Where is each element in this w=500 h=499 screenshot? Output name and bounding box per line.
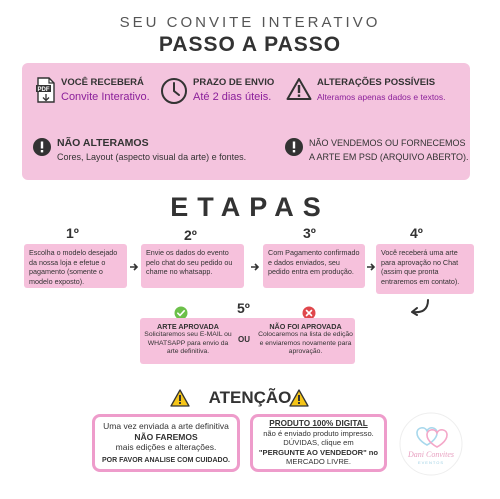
not-change-label: NÃO ALTERAMOS xyxy=(57,137,149,149)
brand-logo xyxy=(395,411,467,477)
curved-arrow-icon xyxy=(408,298,432,319)
attention-left-line1: Uma vez enviada a arte definitiva xyxy=(103,421,229,431)
attention-left-box xyxy=(92,414,240,472)
arrow-right-icon xyxy=(129,260,139,275)
not-sell-label: NÃO VENDEMOS OU FORNECEMOS xyxy=(309,138,466,148)
arrow-right-icon xyxy=(366,260,376,275)
attention-right-line2: não é enviado produto impresso. xyxy=(263,428,374,438)
info-not-change xyxy=(32,137,246,163)
etapas-heading: ETAPAS xyxy=(170,192,330,222)
approved-column xyxy=(142,323,234,357)
header-subtitle: SEU CONVITE INTERATIVO xyxy=(119,14,381,31)
approved-text: Solicitaremos seu E-MAIL ou WHATSAPP para envio da arte definitiva. xyxy=(144,331,232,356)
step-1-number: 1º xyxy=(66,225,79,241)
attention-left-line2: NÃO FAREMOS xyxy=(134,431,198,442)
attention-right-line1: PRODUTO 100% DIGITAL xyxy=(269,419,368,428)
deadline-label: PRAZO DE ENVIO xyxy=(193,77,275,88)
step-2-number: 2º xyxy=(184,227,197,243)
changes-value: Alteramos apenas dados e textos. xyxy=(317,92,446,102)
step-3-box: Com Pagamento confirmado e dados enviados, seu pedido entra em produção. xyxy=(263,244,365,288)
attention-left-line3: mais edições e alterações. xyxy=(115,442,217,452)
svg-text:Dani Convites: Dani Convites xyxy=(408,450,454,459)
attention-left-line4: POR FAVOR ANALISE COM CUIDADO. xyxy=(102,456,230,464)
info-deadline xyxy=(160,77,274,110)
page-title: PASSO A PASSO xyxy=(158,33,342,56)
info-receive xyxy=(36,77,150,108)
step-2-box: Envie os dados do evento pelo chat do seu pedido ou chame no whatsapp. xyxy=(141,244,244,288)
info-not-sell xyxy=(284,137,469,163)
svg-text:PDF: PDF xyxy=(37,87,50,93)
step-4-box: Você receberá uma arte para aprovação no Chat (assim que pronta entraremos em contato). xyxy=(376,244,474,294)
not-change-value: Cores, Layout (aspecto visual da arte) e fontes. xyxy=(57,152,247,162)
approved-title: ARTE APROVADA xyxy=(157,322,219,331)
attention-right-line3: DÚVIDAS, clique em xyxy=(283,438,354,448)
step-5-box xyxy=(140,318,355,364)
step-5-number: 5º xyxy=(237,300,250,316)
warning-triangle-icon xyxy=(289,389,309,412)
step-1-box: Escolha o modelo desejado da nossa loja e efetue o pagamento (somente o modelo exposto). xyxy=(24,244,127,288)
receive-label: VOCÊ RECEBERÁ xyxy=(61,77,144,88)
exclamation-icon xyxy=(32,137,52,162)
info-box xyxy=(22,63,470,180)
pdf-file-icon xyxy=(36,77,56,108)
attention-right-box xyxy=(250,414,387,472)
attention-right-line5: MERCADO LIVRE. xyxy=(286,457,351,467)
deadline-value: Até 2 dias úteis. xyxy=(193,91,272,103)
rejected-column xyxy=(258,323,353,357)
changes-label: ALTERAÇÕES POSSÍVEIS xyxy=(317,77,436,88)
step-4-number: 4º xyxy=(410,225,423,241)
arrow-right-icon xyxy=(250,260,260,275)
attention-heading: ATENÇÃO xyxy=(208,388,292,407)
warning-icon xyxy=(286,77,312,106)
exclamation-icon xyxy=(284,137,304,162)
info-changes xyxy=(286,77,446,106)
rejected-text: Colocaremos na lista de edição e enviaremos novamente para aprovação. xyxy=(258,331,353,356)
clock-icon xyxy=(160,77,188,110)
receive-value: Convite Interativo. xyxy=(61,91,150,103)
or-label: OU xyxy=(238,335,250,344)
step-3-number: 3º xyxy=(303,225,316,241)
rejected-title: NÃO FOI APROVADA xyxy=(269,322,342,331)
attention-right-line4: "PERGUNTE AO VENDEDOR" no xyxy=(258,447,379,457)
svg-text:EVENTOS: EVENTOS xyxy=(417,460,445,465)
not-sell-value: A ARTE EM PSD (ARQUIVO ABERTO). xyxy=(309,152,469,162)
